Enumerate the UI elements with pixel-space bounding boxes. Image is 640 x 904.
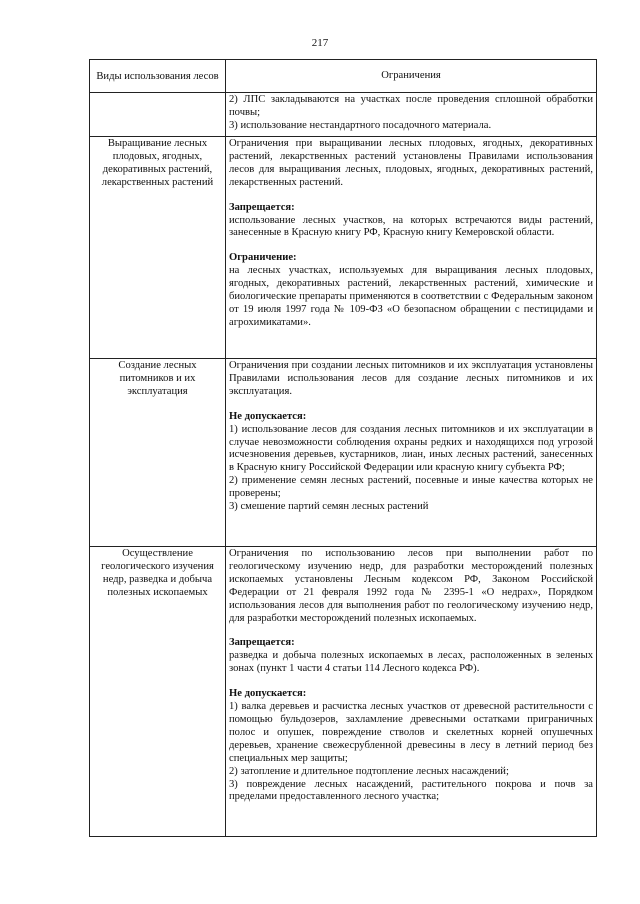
list-item: 3) использование нестандартного посадочного материала. [229, 119, 492, 131]
paragraph: разведка и добыча полезных ископаемых в лесах, расположенных в зеленых зонах (пункт 1 части 4 статьи 114 Лесного кодекса РФ). [229, 650, 593, 675]
list-item: 1) использование лесов для создания лесных питомников и их эксплуатации в случае невозможности соблюдения охраны редких и находящихся под угрозой исчезновения деревьев, кустарников, лиан, иных лесных растений, занесенных в Красную книгу Российской Федерации или красную книгу субъекта РФ; [229, 423, 593, 474]
list-item: 2) затопление и длительное подтопление лесных насаждений; [229, 765, 509, 777]
section-heading: Ограничение: [229, 252, 297, 264]
row-restrictions-cell [226, 359, 597, 547]
table-row [90, 547, 597, 837]
page-number: 217 [311, 37, 329, 49]
row-restrictions-cell [226, 137, 597, 359]
paragraph: использование лесных участков, на которых встречаются виды растений, занесенные в Красную книгу РФ, Красную книгу Кемеровской области. [229, 214, 593, 239]
table-row [90, 359, 597, 547]
row-restrictions-cell [226, 93, 597, 137]
table-header-row [90, 60, 597, 93]
list-item: 1) валка деревьев и расчистка лесных участков от древесной растительности с помощью бульдозеров, захламление древесными остатками приграничных полос и опушек, повреждение стволов и скелетных корней опушечных деревьев, хранение свежесрубленной древесины в лесу в летний период без специальных мер защиты; [229, 701, 593, 764]
list-item: 2) ЛПС закладываются на участках после проведения сплошной обработки почвы; [229, 94, 593, 118]
section-heading: Запрещается: [229, 637, 295, 649]
paragraph: Ограничения по использованию лесов при выполнении работ по геологическому изучению недр, для разработки месторождений полезных ископаемых установлены Лесным кодексом РФ, Законом Российской Федерации от 21 февраля 1992 года № 2395-1 «О недрах», Порядком использования лесов для выполнения работ по геологическому изучению недр, для разработки месторождений полезных ископаемых. [229, 548, 593, 624]
header-kind: Виды использования лесов [90, 60, 226, 93]
paragraph: Ограничения при создании лесных питомников и их эксплуатация установлены Правилами использования лесов для создание лесных питомников и их эксплуатация. [229, 360, 593, 397]
table-row [90, 137, 597, 359]
row-kind-cell: Осуществление геологического изучения недр, разведка и добыча полезных ископаемых [90, 547, 226, 837]
header-restrictions: Ограничения [226, 60, 597, 93]
section-heading: Не допускается: [229, 688, 307, 700]
list-item: 3) повреждение лесных насаждений, растительного покрова и почв за пределами предоставленного лесного участка; [229, 778, 593, 803]
row-restrictions-cell [226, 547, 597, 837]
row-kind-cell: Создание лесных питомников и их эксплуатация [90, 359, 226, 547]
paragraph: на лесных участках, используемых для выращивания лесных плодовых, ягодных, декоративных растений, лекарственных растений, химические и биологические препараты применяются в соответствии с Федеральным законом от 19 июля 1997 года № 109-ФЗ «О безопасном обращении с пестицидами и агрохимикатами». [229, 265, 593, 328]
row-kind-cell [90, 93, 226, 137]
row-kind-cell: Выращивание лесных плодовых, ягодных, декоративных растений, лекарственных растений [90, 137, 226, 359]
section-heading: Запрещается: [229, 201, 295, 213]
table-row [90, 93, 597, 137]
list-item: 3) смешение партий семян лесных растений [229, 501, 429, 513]
restrictions-table [89, 59, 597, 837]
list-item: 2) применение семян лесных растений, посевные и иные качества которых не проверены; [229, 475, 593, 500]
paragraph: Ограничения при выращивании лесных плодовых, ягодных, декоративных растений, лекарственных растений установлены Правилами использования лесов для выращивания лесных, плодовых, ягодных, декоративных растений, лекарственных растений. [229, 138, 593, 188]
section-heading: Не допускается: [229, 410, 307, 422]
